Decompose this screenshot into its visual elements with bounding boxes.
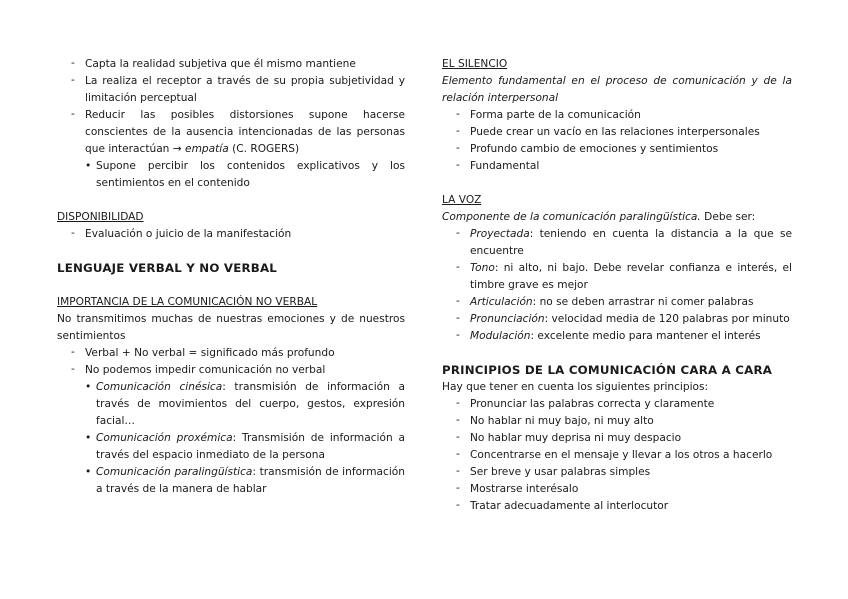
list-item: - Ser breve y usar palabras simples xyxy=(442,464,792,481)
voz-title: LA VOZ xyxy=(442,194,482,206)
desc: : teniendo en cuenta la distancia a la que se encuentre xyxy=(470,228,792,257)
list-item: - Tratar adecuadamente al interlocutor xyxy=(442,498,792,515)
silencio-title: EL SILENCIO xyxy=(442,58,508,70)
desc: : ni alto, ni bajo. Debe revelar confianza e interés, el timbre grave es mejor xyxy=(470,262,792,291)
list-item-text: Reducir las posibles distorsiones supone hacerse conscientes de la ausencia intencionadas de las personas que interactúan xyxy=(85,109,405,155)
intro-sub-list xyxy=(57,158,405,192)
list-item: - Puede crear un vacío en las relaciones interpersonales xyxy=(442,124,792,141)
desc: : excelente medio para mantener el interés xyxy=(530,330,761,342)
principios-title: PRINCIPIOS DE LA COMUNICACIÓN CARA A CARA xyxy=(442,363,773,377)
list-item xyxy=(442,294,792,311)
silencio-list xyxy=(442,107,792,175)
left-column xyxy=(57,56,405,498)
voz-subtitle xyxy=(442,209,792,226)
list-item: - Fundamental xyxy=(442,158,792,175)
empatia-term: empatía xyxy=(185,143,229,155)
list-item: - Capta la realidad subjetiva que él mismo mantiene xyxy=(57,56,405,73)
voz-subtitle-italic: Componente de la comunicación paralingüística. xyxy=(442,211,701,223)
tipos-list xyxy=(57,379,405,498)
voz-subtitle-rest: Debe ser: xyxy=(700,211,756,223)
term: Pronunciación xyxy=(470,313,545,325)
list-item xyxy=(57,379,405,430)
right-column xyxy=(442,56,792,515)
empatia-author: (C. ROGERS) xyxy=(232,143,300,155)
term: Comunicación paralingüística xyxy=(96,466,253,478)
list-item: • Supone percibir los contenidos explicativos y los sentimientos en el contenido xyxy=(57,158,405,192)
list-item xyxy=(57,464,405,498)
principios-text: Hay que tener en cuenta los siguientes principios: xyxy=(442,381,709,393)
list-item: - Evaluación o juicio de la manifestación xyxy=(57,226,405,243)
list-item: - Pronunciar las palabras correcta y claramente xyxy=(442,396,792,413)
list-item: - Forma parte de la comunicación xyxy=(442,107,792,124)
list-item xyxy=(57,430,405,464)
list-item: - Mostrarse interésalo xyxy=(442,481,792,498)
term: Comunicación cinésica xyxy=(96,381,223,393)
term: Proyectada xyxy=(470,228,530,240)
desc: : Transmisión de información a través del espacio inmediato de la persona xyxy=(96,432,405,461)
lenguaje-title: LENGUAJE VERBAL Y NO VERBAL xyxy=(57,261,278,275)
desc: : transmisión de información a través de la manera de hablar xyxy=(96,466,405,495)
list-item: - La realiza el receptor a través de su propia subjetividad y limitación perceptual xyxy=(57,73,405,107)
list-item xyxy=(57,107,405,192)
right-arrow-icon: → xyxy=(172,143,182,155)
list-item xyxy=(442,260,792,294)
term: Modulación xyxy=(470,330,531,342)
list-item: - No podemos impedir comunicación no verbal xyxy=(57,362,405,379)
list-item: - Concentrarse en el mensaje y llevar a los otros a hacerlo xyxy=(442,447,792,464)
intro-list xyxy=(57,56,405,192)
list-item xyxy=(442,226,792,260)
list-item: - Profundo cambio de emociones y sentimientos xyxy=(442,141,792,158)
list-item: - No hablar muy deprisa ni muy despacio xyxy=(442,430,792,447)
list-item: - Verbal + No verbal = significado más profundo xyxy=(57,345,405,362)
list-item xyxy=(442,328,792,345)
desc: : velocidad media de 120 palabras por minuto xyxy=(544,313,790,325)
desc: : no se deben arrastrar ni comer palabras xyxy=(532,296,754,308)
list-item xyxy=(442,311,792,328)
disponibilidad-title: DISPONIBILIDAD xyxy=(57,211,144,223)
importancia-title: IMPORTANCIA DE LA COMUNICACIÓN NO VERBAL xyxy=(57,296,318,308)
disponibilidad-list xyxy=(57,226,405,243)
importancia-text: No transmitimos muchas de nuestras emociones y de nuestros sentimientos xyxy=(57,313,405,342)
desc: : transmisión de información a través de movimientos del cuerpo, gestos, expresión facial… xyxy=(96,381,405,427)
term: Comunicación proxémica xyxy=(96,432,233,444)
list-item: - No hablar ni muy bajo, ni muy alto xyxy=(442,413,792,430)
silencio-subtitle: Elemento fundamental en el proceso de comunicación y de la relación interpersonal xyxy=(442,75,792,104)
importancia-list xyxy=(57,345,405,379)
principios-list xyxy=(442,396,792,515)
term: Tono xyxy=(470,262,495,274)
voz-list xyxy=(442,226,792,345)
term: Articulación xyxy=(470,296,533,308)
